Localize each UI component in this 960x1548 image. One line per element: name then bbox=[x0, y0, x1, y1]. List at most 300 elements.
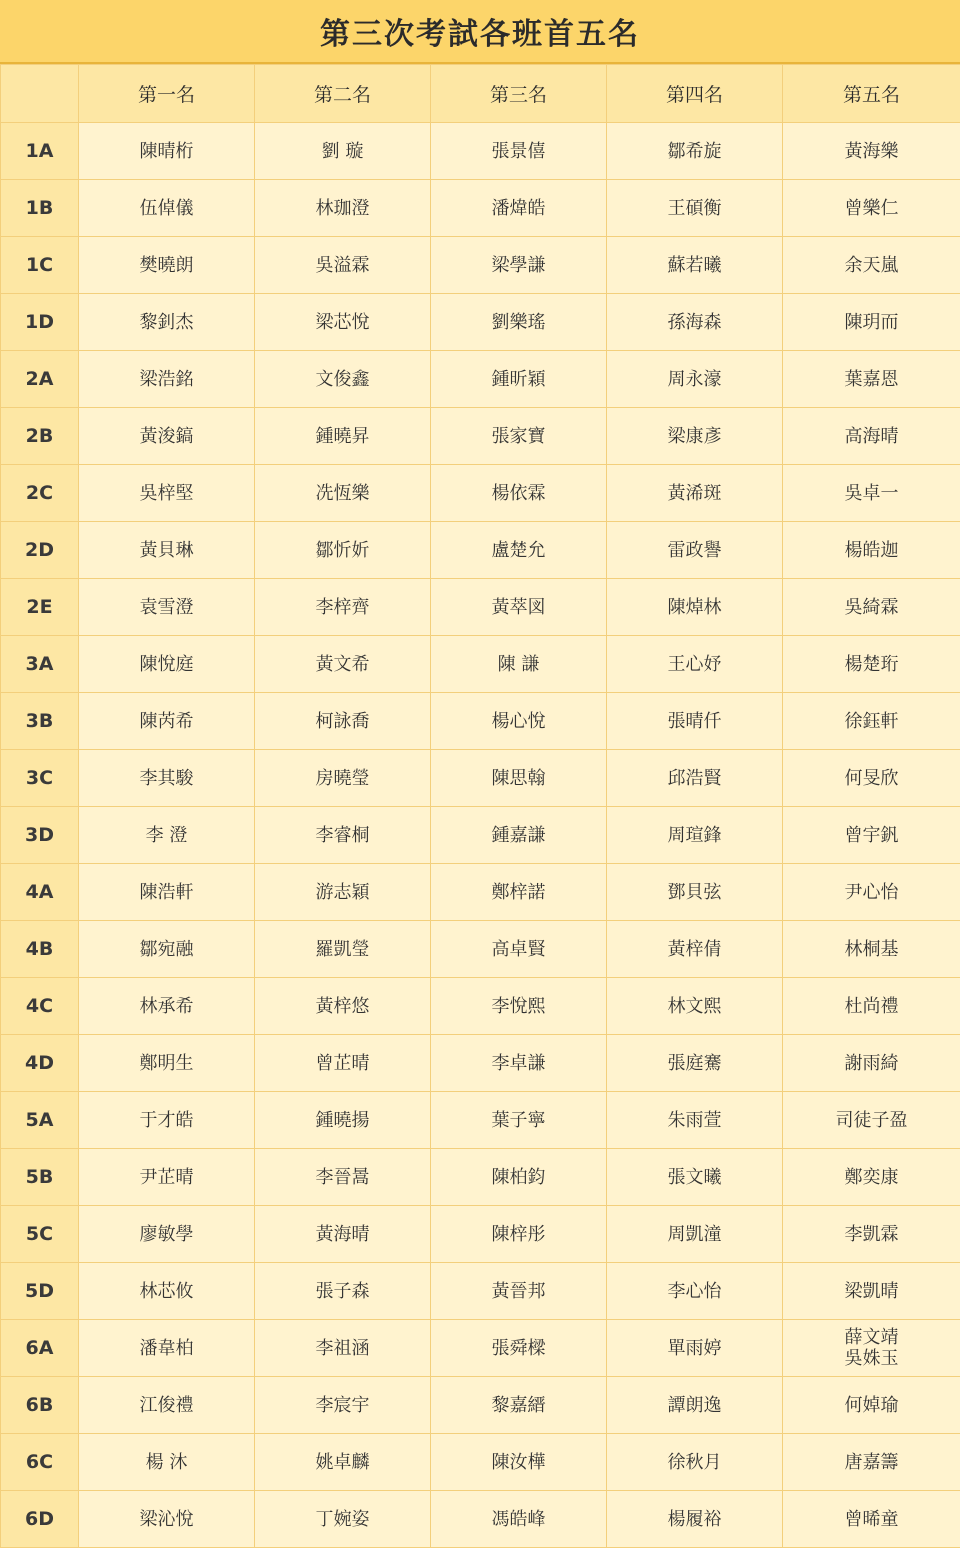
table-row bbox=[1, 921, 960, 978]
student-name: 李宸宇 bbox=[255, 1395, 430, 1416]
name-cell-rank-3 bbox=[431, 1035, 607, 1092]
student-name: 李 澄 bbox=[79, 825, 254, 846]
student-name: 鄭奕康 bbox=[783, 1167, 960, 1188]
table-row bbox=[1, 1149, 960, 1206]
name-cell-rank-4 bbox=[607, 864, 783, 921]
name-cell-rank-3 bbox=[431, 636, 607, 693]
name-cell-rank-5 bbox=[783, 636, 960, 693]
student-name: 梁康彥 bbox=[607, 426, 782, 447]
student-name: 林珈澄 bbox=[255, 198, 430, 219]
student-name: 黃文希 bbox=[255, 654, 430, 675]
table-row bbox=[1, 351, 960, 408]
class-label: 3B bbox=[1, 693, 79, 750]
table-row bbox=[1, 579, 960, 636]
student-name: 何旻欣 bbox=[783, 768, 960, 789]
student-name: 黎嘉縉 bbox=[431, 1395, 606, 1416]
student-name: 梁浩銘 bbox=[79, 369, 254, 390]
name-cell-rank-1 bbox=[79, 1434, 255, 1491]
class-label: 2B bbox=[1, 408, 79, 465]
student-name: 曾芷晴 bbox=[255, 1053, 430, 1074]
name-cell-rank-1 bbox=[79, 408, 255, 465]
name-cell-rank-3 bbox=[431, 294, 607, 351]
name-cell-rank-2 bbox=[255, 1206, 431, 1263]
name-cell-rank-4 bbox=[607, 921, 783, 978]
student-name: 黃貝琳 bbox=[79, 540, 254, 561]
name-cell-rank-5 bbox=[783, 237, 960, 294]
name-cell-rank-3 bbox=[431, 180, 607, 237]
name-cell-rank-5 bbox=[783, 1377, 960, 1434]
name-cell-rank-2 bbox=[255, 864, 431, 921]
table-row bbox=[1, 465, 960, 522]
table-row bbox=[1, 1263, 960, 1320]
table-body bbox=[1, 123, 960, 1548]
class-label: 1C bbox=[1, 237, 79, 294]
student-name: 伍倬儀 bbox=[79, 198, 254, 219]
name-cell-rank-3 bbox=[431, 351, 607, 408]
student-name: 陳柏鈞 bbox=[431, 1167, 606, 1188]
class-label: 5D bbox=[1, 1263, 79, 1320]
name-cell-rank-1 bbox=[79, 294, 255, 351]
class-label: 5C bbox=[1, 1206, 79, 1263]
name-cell-rank-3 bbox=[431, 693, 607, 750]
student-name: 吳卓一 bbox=[783, 483, 960, 504]
name-cell-rank-4 bbox=[607, 180, 783, 237]
name-cell-rank-2 bbox=[255, 807, 431, 864]
header-rank-1: 第一名 bbox=[79, 65, 255, 123]
table-row bbox=[1, 1491, 960, 1548]
name-cell-rank-1 bbox=[79, 579, 255, 636]
student-name: 梁芯悅 bbox=[255, 312, 430, 333]
student-name: 李祖涵 bbox=[255, 1338, 430, 1359]
student-name: 余天嵐 bbox=[783, 255, 960, 276]
name-cell-rank-3 bbox=[431, 123, 607, 180]
student-name: 劉 璇 bbox=[255, 141, 430, 162]
student-name: 陳悅庭 bbox=[79, 654, 254, 675]
student-name: 林文熙 bbox=[607, 996, 782, 1017]
name-cell-rank-2 bbox=[255, 693, 431, 750]
name-cell-rank-3 bbox=[431, 864, 607, 921]
student-name: 尹芷晴 bbox=[79, 1167, 254, 1188]
name-cell-rank-4 bbox=[607, 1377, 783, 1434]
student-name: 潘煒皓 bbox=[431, 198, 606, 219]
student-name: 黃海晴 bbox=[255, 1224, 430, 1245]
class-label: 6D bbox=[1, 1491, 79, 1548]
name-cell-rank-3 bbox=[431, 978, 607, 1035]
name-cell-rank-4 bbox=[607, 522, 783, 579]
name-cell-rank-4 bbox=[607, 237, 783, 294]
student-name: 吳溢霖 bbox=[255, 255, 430, 276]
name-cell-rank-1 bbox=[79, 123, 255, 180]
class-label: 5A bbox=[1, 1092, 79, 1149]
name-cell-rank-3 bbox=[431, 465, 607, 522]
name-cell-rank-4 bbox=[607, 1149, 783, 1206]
name-cell-rank-4 bbox=[607, 294, 783, 351]
name-cell-rank-5 bbox=[783, 864, 960, 921]
class-label: 2C bbox=[1, 465, 79, 522]
student-name: 廖敏學 bbox=[79, 1224, 254, 1245]
name-cell-rank-5 bbox=[783, 465, 960, 522]
student-name: 楊心悅 bbox=[431, 711, 606, 732]
title-bar bbox=[0, 0, 960, 64]
name-cell-rank-3 bbox=[431, 1377, 607, 1434]
name-cell-rank-1 bbox=[79, 1149, 255, 1206]
student-name: 樊曉朗 bbox=[79, 255, 254, 276]
table-row bbox=[1, 1206, 960, 1263]
student-name: 陳芮希 bbox=[79, 711, 254, 732]
student-name: 雷政譽 bbox=[607, 540, 782, 561]
name-cell-rank-4 bbox=[607, 693, 783, 750]
name-cell-rank-2 bbox=[255, 1035, 431, 1092]
table-row bbox=[1, 978, 960, 1035]
name-cell-rank-1 bbox=[79, 237, 255, 294]
name-cell-rank-4 bbox=[607, 1092, 783, 1149]
student-name: 房曉瑩 bbox=[255, 768, 430, 789]
student-name: 葉子寧 bbox=[431, 1110, 606, 1131]
name-cell-rank-1 bbox=[79, 1035, 255, 1092]
student-name: 單雨婷 bbox=[607, 1338, 782, 1359]
student-name: 黎釗杰 bbox=[79, 312, 254, 333]
table-row bbox=[1, 1035, 960, 1092]
table-row bbox=[1, 864, 960, 921]
name-cell-rank-1 bbox=[79, 864, 255, 921]
student-name: 李梓齊 bbox=[255, 597, 430, 618]
name-cell-rank-5 bbox=[783, 1263, 960, 1320]
student-name: 黃海樂 bbox=[783, 141, 960, 162]
name-cell-rank-3 bbox=[431, 1434, 607, 1491]
student-name: 李其駿 bbox=[79, 768, 254, 789]
name-cell-rank-4 bbox=[607, 1263, 783, 1320]
name-cell-rank-4 bbox=[607, 465, 783, 522]
class-label: 3A bbox=[1, 636, 79, 693]
header-row bbox=[1, 65, 960, 123]
name-cell-rank-4 bbox=[607, 579, 783, 636]
student-name: 鍾曉揚 bbox=[255, 1110, 430, 1131]
name-cell-rank-1 bbox=[79, 921, 255, 978]
name-cell-rank-4 bbox=[607, 1320, 783, 1377]
student-name: 李睿桐 bbox=[255, 825, 430, 846]
class-label: 4C bbox=[1, 978, 79, 1035]
name-cell-rank-5 bbox=[783, 921, 960, 978]
name-cell-rank-3 bbox=[431, 408, 607, 465]
student-name: 李卓謙 bbox=[431, 1053, 606, 1074]
name-cell-rank-3 bbox=[431, 579, 607, 636]
student-name: 徐秋月 bbox=[607, 1452, 782, 1473]
class-label: 3C bbox=[1, 750, 79, 807]
student-name: 張庭騫 bbox=[607, 1053, 782, 1074]
table-row bbox=[1, 1434, 960, 1491]
name-cell-rank-2 bbox=[255, 408, 431, 465]
student-name: 孫海森 bbox=[607, 312, 782, 333]
student-name: 林承希 bbox=[79, 996, 254, 1017]
name-cell-rank-4 bbox=[607, 807, 783, 864]
student-name: 張文曦 bbox=[607, 1167, 782, 1188]
table-row bbox=[1, 180, 960, 237]
student-name: 姚卓麟 bbox=[255, 1452, 430, 1473]
name-cell-rank-5 bbox=[783, 693, 960, 750]
class-label: 4B bbox=[1, 921, 79, 978]
student-name: 楊 沐 bbox=[79, 1452, 254, 1473]
student-name: 梁學謙 bbox=[431, 255, 606, 276]
student-name: 鄭梓諾 bbox=[431, 882, 606, 903]
name-cell-rank-2 bbox=[255, 123, 431, 180]
student-name: 薛文靖 bbox=[783, 1327, 960, 1348]
student-name: 鍾昕穎 bbox=[431, 369, 606, 390]
student-name: 曾晞童 bbox=[783, 1509, 960, 1530]
name-cell-rank-3 bbox=[431, 1263, 607, 1320]
class-label: 6A bbox=[1, 1320, 79, 1377]
student-name: 杜尚禮 bbox=[783, 996, 960, 1017]
page-title: 第三次考試各班首五名 bbox=[320, 9, 640, 53]
student-name: 丁婉姿 bbox=[255, 1509, 430, 1530]
student-name: 陳思翰 bbox=[431, 768, 606, 789]
student-name: 鄒希旋 bbox=[607, 141, 782, 162]
table-row bbox=[1, 807, 960, 864]
name-cell-rank-5 bbox=[783, 750, 960, 807]
student-name: 周瑄鋒 bbox=[607, 825, 782, 846]
class-label: 6C bbox=[1, 1434, 79, 1491]
name-cell-rank-4 bbox=[607, 123, 783, 180]
class-label: 4A bbox=[1, 864, 79, 921]
name-cell-rank-2 bbox=[255, 636, 431, 693]
student-name: 陳晴桁 bbox=[79, 141, 254, 162]
student-name: 張舜樑 bbox=[431, 1338, 606, 1359]
name-cell-rank-2 bbox=[255, 978, 431, 1035]
table-row bbox=[1, 237, 960, 294]
name-cell-rank-4 bbox=[607, 408, 783, 465]
student-name: 葉嘉恩 bbox=[783, 369, 960, 390]
class-label: 1D bbox=[1, 294, 79, 351]
name-cell-rank-2 bbox=[255, 1149, 431, 1206]
name-cell-rank-3 bbox=[431, 1320, 607, 1377]
student-name: 陳浩軒 bbox=[79, 882, 254, 903]
name-cell-rank-1 bbox=[79, 351, 255, 408]
name-cell-rank-4 bbox=[607, 636, 783, 693]
student-name: 陳梓彤 bbox=[431, 1224, 606, 1245]
name-cell-rank-3 bbox=[431, 750, 607, 807]
student-name: 冼恆樂 bbox=[255, 483, 430, 504]
student-name: 鍾曉昇 bbox=[255, 426, 430, 447]
student-name: 文俊鑫 bbox=[255, 369, 430, 390]
name-cell-rank-1 bbox=[79, 807, 255, 864]
student-name: 林芯攸 bbox=[79, 1281, 254, 1302]
corner-cell bbox=[1, 65, 79, 123]
name-cell-rank-1 bbox=[79, 636, 255, 693]
student-name: 袁雪澄 bbox=[79, 597, 254, 618]
name-cell-rank-2 bbox=[255, 1377, 431, 1434]
name-cell-rank-2 bbox=[255, 1434, 431, 1491]
class-label: 2E bbox=[1, 579, 79, 636]
student-name: 盧楚允 bbox=[431, 540, 606, 561]
name-cell-rank-1 bbox=[79, 978, 255, 1035]
name-cell-rank-3 bbox=[431, 237, 607, 294]
ranking-table bbox=[0, 64, 960, 1548]
table-row bbox=[1, 693, 960, 750]
student-name: 黃梓倩 bbox=[607, 939, 782, 960]
student-name: 王碩衡 bbox=[607, 198, 782, 219]
name-cell-rank-5 bbox=[783, 1491, 960, 1548]
name-cell-rank-1 bbox=[79, 750, 255, 807]
student-name: 吳綺霖 bbox=[783, 597, 960, 618]
student-name: 邱浩賢 bbox=[607, 768, 782, 789]
name-cell-rank-5 bbox=[783, 579, 960, 636]
student-name: 高卓賢 bbox=[431, 939, 606, 960]
table-row bbox=[1, 750, 960, 807]
name-cell-rank-1 bbox=[79, 1206, 255, 1263]
name-cell-rank-3 bbox=[431, 807, 607, 864]
name-cell-rank-5 bbox=[783, 978, 960, 1035]
student-name: 陳 謙 bbox=[431, 654, 606, 675]
student-name: 鄭明生 bbox=[79, 1053, 254, 1074]
name-cell-rank-2 bbox=[255, 237, 431, 294]
name-cell-rank-5 bbox=[783, 408, 960, 465]
table-row bbox=[1, 1320, 960, 1377]
student-name: 楊依霖 bbox=[431, 483, 606, 504]
student-name: 張景僖 bbox=[431, 141, 606, 162]
student-name: 司徒子盈 bbox=[783, 1110, 960, 1131]
student-name: 李悅熙 bbox=[431, 996, 606, 1017]
table-row bbox=[1, 294, 960, 351]
name-cell-rank-2 bbox=[255, 579, 431, 636]
name-cell-rank-5 bbox=[783, 351, 960, 408]
name-cell-rank-4 bbox=[607, 351, 783, 408]
student-name: 周永濠 bbox=[607, 369, 782, 390]
student-name: 林桐基 bbox=[783, 939, 960, 960]
student-name: 鄧貝弦 bbox=[607, 882, 782, 903]
student-name: 黃浚鎬 bbox=[79, 426, 254, 447]
name-cell-rank-1 bbox=[79, 1320, 255, 1377]
name-cell-rank-2 bbox=[255, 1263, 431, 1320]
student-name: 陳汝樺 bbox=[431, 1452, 606, 1473]
name-cell-rank-1 bbox=[79, 1491, 255, 1548]
name-cell-rank-5 bbox=[783, 180, 960, 237]
name-cell-rank-3 bbox=[431, 921, 607, 978]
student-name: 楊楚珩 bbox=[783, 654, 960, 675]
class-label: 3D bbox=[1, 807, 79, 864]
student-name: 吳姝玉 bbox=[783, 1348, 960, 1369]
name-cell-rank-2 bbox=[255, 180, 431, 237]
class-label: 6B bbox=[1, 1377, 79, 1434]
name-cell-rank-5 bbox=[783, 1206, 960, 1263]
name-cell-rank-4 bbox=[607, 750, 783, 807]
name-cell-rank-2 bbox=[255, 921, 431, 978]
name-cell-rank-3 bbox=[431, 1491, 607, 1548]
name-cell-rank-5 bbox=[783, 1149, 960, 1206]
name-cell-rank-2 bbox=[255, 1092, 431, 1149]
name-cell-rank-4 bbox=[607, 1035, 783, 1092]
student-name: 潘韋柏 bbox=[79, 1338, 254, 1359]
name-cell-rank-1 bbox=[79, 522, 255, 579]
header-rank-3: 第三名 bbox=[431, 65, 607, 123]
table-row bbox=[1, 636, 960, 693]
name-cell-rank-2 bbox=[255, 1320, 431, 1377]
student-name: 劉樂瑤 bbox=[431, 312, 606, 333]
student-name: 王心妤 bbox=[607, 654, 782, 675]
name-cell-rank-5 bbox=[783, 123, 960, 180]
student-name: 楊皓迦 bbox=[783, 540, 960, 561]
class-label: 5B bbox=[1, 1149, 79, 1206]
name-cell-rank-3 bbox=[431, 1149, 607, 1206]
name-cell-rank-2 bbox=[255, 1491, 431, 1548]
name-cell-rank-1 bbox=[79, 1263, 255, 1320]
student-name: 楊履裕 bbox=[607, 1509, 782, 1530]
student-name: 李凱霖 bbox=[783, 1224, 960, 1245]
student-name: 蘇若曦 bbox=[607, 255, 782, 276]
header-rank-2: 第二名 bbox=[255, 65, 431, 123]
student-name: 鄒忻妡 bbox=[255, 540, 430, 561]
name-cell-rank-3 bbox=[431, 1206, 607, 1263]
name-cell-rank-1 bbox=[79, 1377, 255, 1434]
table-row bbox=[1, 408, 960, 465]
class-label: 1B bbox=[1, 180, 79, 237]
student-name: 江俊禮 bbox=[79, 1395, 254, 1416]
student-name: 張家寶 bbox=[431, 426, 606, 447]
name-cell-rank-5 bbox=[783, 1035, 960, 1092]
student-name: 曾樂仁 bbox=[783, 198, 960, 219]
student-name: 徐鈺軒 bbox=[783, 711, 960, 732]
name-cell-rank-1 bbox=[79, 1092, 255, 1149]
student-name: 陳焯林 bbox=[607, 597, 782, 618]
student-name: 鄒宛融 bbox=[79, 939, 254, 960]
student-name: 陳玥而 bbox=[783, 312, 960, 333]
name-cell-rank-2 bbox=[255, 294, 431, 351]
name-cell-rank-2 bbox=[255, 351, 431, 408]
student-name: 馮皓峰 bbox=[431, 1509, 606, 1530]
student-name: 于才皓 bbox=[79, 1110, 254, 1131]
table-row bbox=[1, 1377, 960, 1434]
name-cell-rank-5 bbox=[783, 294, 960, 351]
header-rank-5: 第五名 bbox=[783, 65, 960, 123]
name-cell-rank-5 bbox=[783, 807, 960, 864]
name-cell-rank-3 bbox=[431, 1092, 607, 1149]
table-row bbox=[1, 522, 960, 579]
student-name: 黃梓悠 bbox=[255, 996, 430, 1017]
class-label: 4D bbox=[1, 1035, 79, 1092]
student-name: 李心怡 bbox=[607, 1281, 782, 1302]
class-label: 2D bbox=[1, 522, 79, 579]
name-cell-rank-1 bbox=[79, 465, 255, 522]
name-cell-rank-4 bbox=[607, 1206, 783, 1263]
table-row bbox=[1, 1092, 960, 1149]
student-name: 周凱潼 bbox=[607, 1224, 782, 1245]
student-name: 梁凱晴 bbox=[783, 1281, 960, 1302]
student-name: 游志穎 bbox=[255, 882, 430, 903]
name-cell-rank-2 bbox=[255, 750, 431, 807]
student-name: 李晉暠 bbox=[255, 1167, 430, 1188]
name-cell-rank-2 bbox=[255, 465, 431, 522]
student-name: 曾宇釩 bbox=[783, 825, 960, 846]
student-name: 黃晉邦 bbox=[431, 1281, 606, 1302]
name-cell-rank-5 bbox=[783, 1320, 960, 1377]
student-name: 黃浠斑 bbox=[607, 483, 782, 504]
student-name: 梁沁悅 bbox=[79, 1509, 254, 1530]
name-cell-rank-4 bbox=[607, 1491, 783, 1548]
name-cell-rank-2 bbox=[255, 522, 431, 579]
student-name: 謝雨綺 bbox=[783, 1053, 960, 1074]
student-name: 何婥瑜 bbox=[783, 1395, 960, 1416]
class-label: 2A bbox=[1, 351, 79, 408]
student-name: 鍾嘉謙 bbox=[431, 825, 606, 846]
student-name: 尹心怡 bbox=[783, 882, 960, 903]
student-name: 朱雨萱 bbox=[607, 1110, 782, 1131]
student-name: 黃萃図 bbox=[431, 597, 606, 618]
student-name: 張子森 bbox=[255, 1281, 430, 1302]
student-name: 柯詠喬 bbox=[255, 711, 430, 732]
name-cell-rank-4 bbox=[607, 1434, 783, 1491]
name-cell-rank-5 bbox=[783, 522, 960, 579]
name-cell-rank-5 bbox=[783, 1092, 960, 1149]
name-cell-rank-1 bbox=[79, 693, 255, 750]
name-cell-rank-5 bbox=[783, 1434, 960, 1491]
